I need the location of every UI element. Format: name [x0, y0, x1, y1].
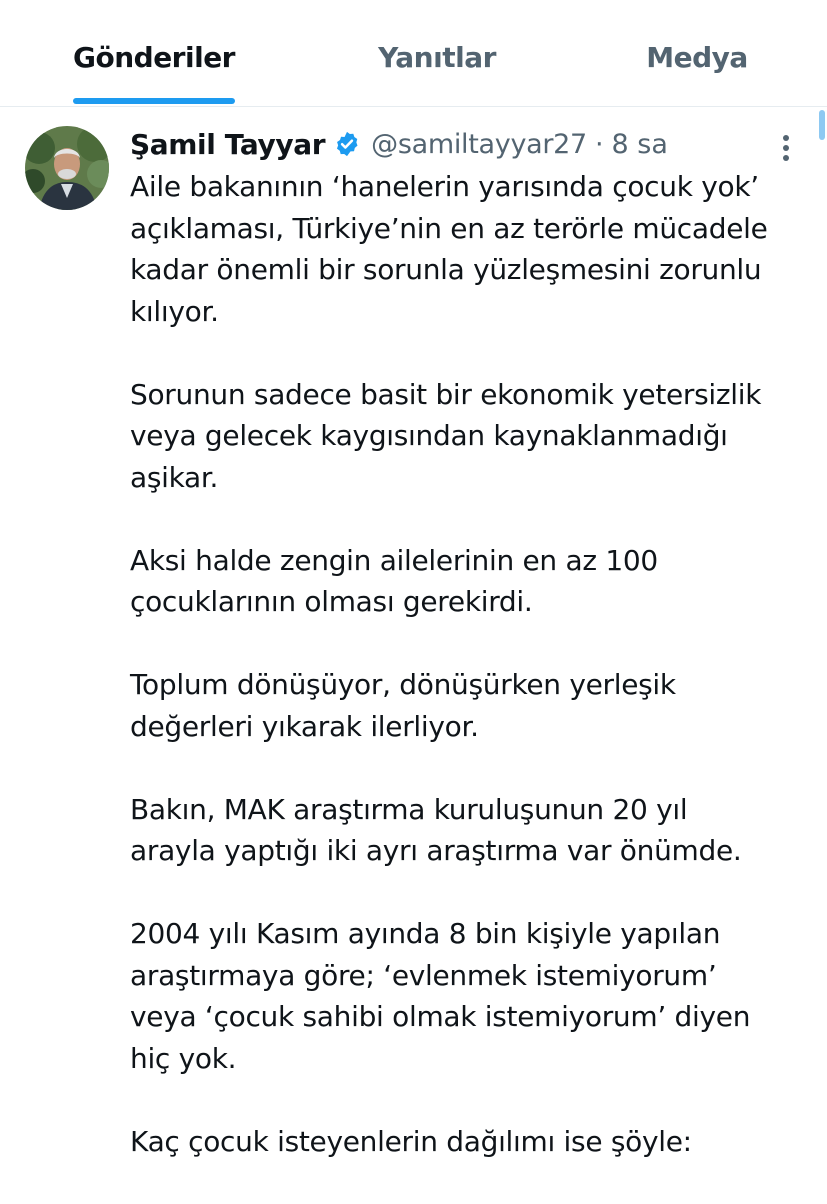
tweet-paragraph: Aksi halde zengin ailelerinin en az 100 çocuklarının olması gerekirdi.: [130, 543, 658, 618]
tweet-paragraph: Toplum dönüşüyor, dönüşürken yerleşik değerleri yıkarak ilerliyor.: [130, 668, 676, 743]
active-tab-indicator: [73, 98, 235, 104]
scrollbar-thumb[interactable]: [819, 110, 825, 140]
tweet-paragraph: Bakın, MAK araştırma kuruluşunun 20 yıl arayla yaptığı iki ayrı araştırma var önümde.: [130, 792, 742, 867]
tab-media[interactable]: Medya: [646, 41, 748, 74]
tweet-text: [130, 166, 810, 1204]
profile-tabs: [0, 0, 827, 107]
more-options-icon[interactable]: [772, 130, 800, 166]
tab-replies[interactable]: Yanıtlar: [378, 41, 496, 74]
timestamp[interactable]: 8 sa: [611, 128, 668, 160]
tweet-paragraph: 2004 yılı Kasım ayında 8 bin kişiyle yapılan araştırmaya göre; ‘evlenmek istemiyorum’ veya ‘çocuk sahibi olmak istemiyorum’ diyen hiç yok.: [130, 917, 751, 1075]
avatar[interactable]: [25, 126, 109, 210]
tweet-paragraph: Kaç çocuk isteyenlerin dağılımı ise şöyle:: [130, 1124, 692, 1158]
tab-posts[interactable]: Gönderiler: [73, 41, 235, 74]
tweet-paragraph: Sorunun sadece basit bir ekonomik yetersizlik veya gelecek kaygısından kaynaklanmadığı aşikar.: [130, 377, 762, 494]
tweet-paragraph: Aile bakanının ‘hanelerin yarısında çocuk yok’ açıklaması, Türkiye’nin en az terörle mücadele kadar önemli bir sorunla yüzleşmesini zorunlu kılıyor.: [130, 170, 768, 328]
separator-dot: ·: [594, 128, 604, 160]
tweet-header: [130, 124, 668, 164]
author-name[interactable]: Şamil Tayyar: [130, 127, 326, 161]
verified-badge-icon: [333, 130, 361, 158]
author-handle[interactable]: @samiltayyar27: [371, 128, 587, 160]
scrollbar-track[interactable]: [817, 108, 827, 1200]
